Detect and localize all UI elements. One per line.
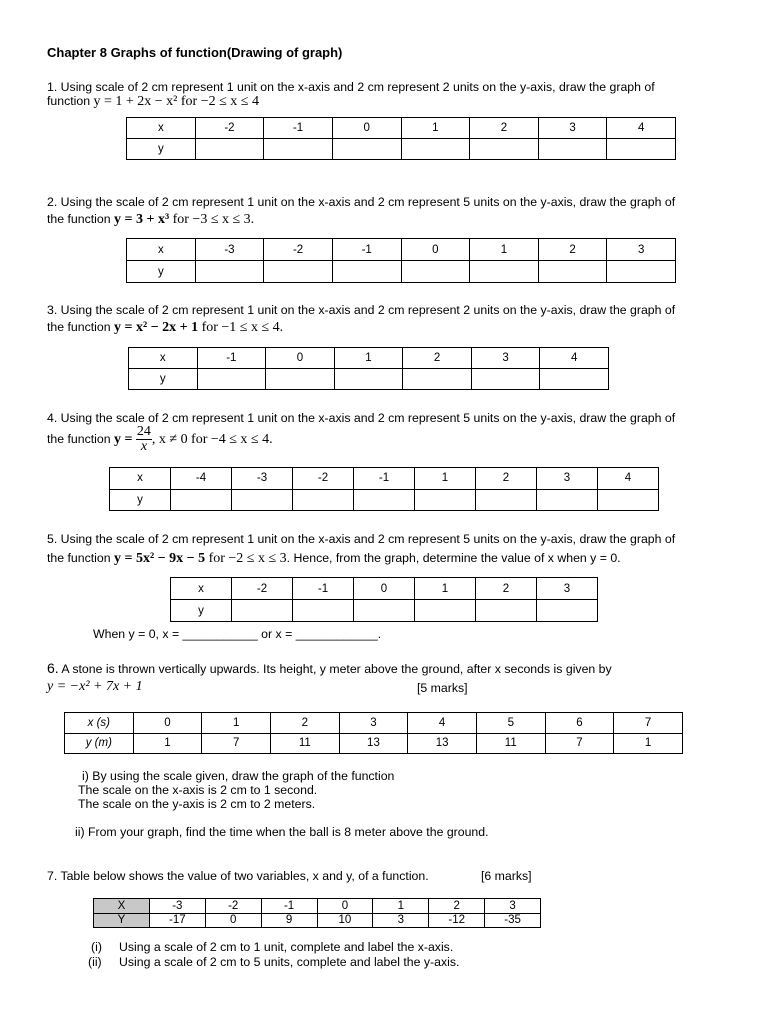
q3-equation: y = x² − 2x + 1 [114, 320, 199, 335]
q4-cell: 4 [598, 468, 659, 490]
q5-text-line2 [47, 551, 621, 567]
q6-cell: 13 [339, 733, 408, 754]
q3-cell: 4 [540, 348, 609, 369]
q7-cell: 3 [373, 913, 429, 928]
q1-cell: 3 [538, 118, 607, 139]
q5-prefix: the function [47, 551, 111, 565]
q7-cell: Y [94, 913, 150, 928]
q2-cell-blank [195, 261, 264, 283]
q3-cell-blank [197, 369, 266, 390]
q1-cell: y [127, 139, 196, 160]
q4-cell-blank [232, 489, 293, 511]
q4-cell-blank [415, 489, 476, 511]
q6-cell: 5 [476, 713, 545, 734]
q1-row-y [127, 139, 676, 160]
q7-cell: 0 [205, 913, 261, 928]
q5-table [170, 577, 598, 622]
q5-cell-blank [476, 600, 537, 622]
q6-cell: 7 [614, 713, 683, 734]
q6-cell: 4 [408, 713, 477, 734]
q4-text-line1: 4. Using the scale of 2 cm represent 1 unit on the x-axis and 2 cm represent 5 units on the y-axis, draw the graph of [47, 411, 676, 425]
q2-cell: 3 [607, 239, 676, 261]
q2-cell: -2 [264, 239, 333, 261]
q6-cell: 1 [202, 713, 271, 734]
q6-cell: 2 [270, 713, 339, 734]
q7-cell: -12 [429, 913, 485, 928]
q2-cell: 2 [538, 239, 607, 261]
q5-row-y [171, 600, 598, 622]
q3-range: for −1 ≤ x ≤ 4. [201, 320, 284, 335]
q4-fraction-denominator: x [140, 439, 148, 454]
q7-cell: -3 [149, 899, 205, 914]
q4-prefix: the function [47, 431, 111, 446]
q3-text-line2 [47, 320, 283, 336]
q2-cell-blank [538, 261, 607, 283]
q7-cell: -35 [485, 913, 541, 928]
q5-text-line1: 5. Using the scale of 2 cm represent 1 unit on the x-axis and 2 cm represent 5 units on the y-axis, draw the graph of [47, 532, 676, 546]
q7-text: 7. Table below shows the value of two variables, x and y, of a function. [47, 869, 429, 883]
q1-cell-blank [401, 139, 470, 160]
q4-cell-blank [293, 489, 354, 511]
q2-table [126, 238, 676, 283]
q2-cell: -1 [332, 239, 401, 261]
q6-text: A stone is thrown vertically upwards. Its height, y meter above the ground, after x seconds is given by [58, 662, 612, 676]
q7-cell: 2 [429, 899, 485, 914]
q7-cell: 3 [485, 899, 541, 914]
q6-row-y [65, 733, 683, 754]
q2-cell-blank [332, 261, 401, 283]
q6-cell: 7 [202, 733, 271, 754]
q7-cell: 10 [317, 913, 373, 928]
q1-cell: -2 [195, 118, 264, 139]
q3-cell-blank [540, 369, 609, 390]
q1-equation: y = 1 + 2x − x² for −2 ≤ x ≤ 4 [93, 94, 259, 109]
q1-cell: 4 [607, 118, 676, 139]
q7-row-x [94, 899, 541, 914]
q5-answer-line: When y = 0, x = ___________ or x = ____________. [93, 627, 382, 641]
q7-cell: 0 [317, 899, 373, 914]
q1-cell-blank [470, 139, 539, 160]
q3-table [128, 347, 609, 390]
q6-text-line1 [47, 660, 612, 676]
q4-cell: y [110, 489, 171, 511]
q2-cell: x [127, 239, 196, 261]
q3-row-x [129, 348, 609, 369]
q5-equation: y = 5x² − 9x − 5 [114, 551, 206, 566]
q4-fraction-numerator: 24 [136, 424, 151, 439]
q4-text-line2 [47, 425, 273, 454]
q6-part-ii: ii) From your graph, find the time when the ball is 8 meter above the ground. [75, 825, 489, 839]
q7-row-y [94, 913, 541, 928]
q7-cell: X [94, 899, 150, 914]
q5-cell: -1 [293, 578, 354, 600]
q6-cell: 11 [270, 733, 339, 754]
q6-cell: y (m) [65, 733, 134, 754]
q4-row-x [110, 468, 659, 490]
q4-cell: -4 [171, 468, 232, 490]
q1-cell: 1 [401, 118, 470, 139]
q2-cell: 0 [401, 239, 470, 261]
q3-cell: y [129, 369, 198, 390]
q4-cell-blank [537, 489, 598, 511]
q4-cell-blank [598, 489, 659, 511]
q5-cell: y [171, 600, 232, 622]
q7-cell: 9 [261, 913, 317, 928]
q2-text-line1: 2. Using the scale of 2 cm represent 1 unit on the x-axis and 2 cm represent 5 units on the y-axis, draw the graph of [47, 195, 676, 209]
q3-cell: x [129, 348, 198, 369]
q6-table [64, 712, 683, 754]
q6-cell: 11 [476, 733, 545, 754]
q3-prefix: the function [47, 320, 111, 334]
q2-cell-blank [470, 261, 539, 283]
q4-cell-blank [476, 489, 537, 511]
q7-part-ii-label: (ii) [88, 955, 102, 969]
q7-part-ii-text: Using a scale of 2 cm to 5 units, complete and label the y-axis. [119, 955, 460, 969]
q4-cell: -1 [354, 468, 415, 490]
q7-marks: [6 marks] [481, 869, 532, 883]
q6-cell: 0 [133, 713, 202, 734]
q1-cell: 2 [470, 118, 539, 139]
q4-cell: -2 [293, 468, 354, 490]
q6-marks: [5 marks] [417, 681, 468, 695]
q6-cell: 1 [133, 733, 202, 754]
q5-cell: 0 [354, 578, 415, 600]
q1-table [126, 117, 676, 160]
q4-cell: 3 [537, 468, 598, 490]
q1-cell-blank [332, 139, 401, 160]
q3-cell: 1 [334, 348, 403, 369]
q7-cell: 1 [373, 899, 429, 914]
q4-cell-blank [171, 489, 232, 511]
q4-range: for −4 ≤ x ≤ 4. [191, 431, 273, 447]
q6-row-x [65, 713, 683, 734]
q3-row-y [129, 369, 609, 390]
q5-cell-blank [537, 600, 598, 622]
q1-cell-blank [538, 139, 607, 160]
q7-table [93, 898, 541, 928]
q5-cell-blank [293, 600, 354, 622]
q5-cell: 1 [415, 578, 476, 600]
q4-cell: -3 [232, 468, 293, 490]
q5-range: for −2 ≤ x ≤ 3 [208, 551, 287, 566]
q2-cell: -3 [195, 239, 264, 261]
q4-equation-condition: , x ≠ 0 [151, 431, 188, 447]
q2-cell: 1 [470, 239, 539, 261]
q2-range: for −3 ≤ x ≤ 3. [172, 212, 255, 227]
q1-row-x [127, 118, 676, 139]
q1-cell: -1 [264, 118, 333, 139]
q6-part-i-line1: i) By using the scale given, draw the graph of the function [82, 769, 395, 783]
q2-row-x [127, 239, 676, 261]
q5-cell: x [171, 578, 232, 600]
q4-table [109, 467, 659, 511]
q4-row-y [110, 489, 659, 511]
q6-part-i-line3: The scale on the y-axis is 2 cm to 2 meters. [78, 797, 316, 811]
q2-equation: y = 3 + x³ [114, 212, 170, 227]
q6-number: 6. [47, 660, 59, 676]
q5-cell-blank [415, 600, 476, 622]
q6-cell: 7 [545, 733, 614, 754]
q7-cell: -1 [261, 899, 317, 914]
q6-cell: 6 [545, 713, 614, 734]
q6-cell: 3 [339, 713, 408, 734]
q5-cell-blank [232, 600, 293, 622]
q6-cell: x (s) [65, 713, 134, 734]
q2-prefix: the function [47, 212, 111, 226]
q1-cell: x [127, 118, 196, 139]
q1-prefix: function [47, 94, 91, 108]
q3-cell-blank [471, 369, 540, 390]
q4-cell: 2 [476, 468, 537, 490]
q1-cell-blank [264, 139, 333, 160]
q5-instruction: . Hence, from the graph, determine the value of x when y = 0. [286, 551, 621, 565]
q2-cell: y [127, 261, 196, 283]
q4-equation-lhs: y = [114, 431, 133, 447]
q6-equation: y = −x² + 7x + 1 [47, 679, 143, 694]
q3-cell-blank [403, 369, 472, 390]
q2-cell-blank [264, 261, 333, 283]
q3-cell: 2 [403, 348, 472, 369]
q6-cell: 13 [408, 733, 477, 754]
q3-cell-blank [266, 369, 335, 390]
q5-row-x [171, 578, 598, 600]
q2-cell-blank [401, 261, 470, 283]
q6-cell: 1 [614, 733, 683, 754]
q5-cell: -2 [232, 578, 293, 600]
q4-cell-blank [354, 489, 415, 511]
q7-cell: -2 [205, 899, 261, 914]
q7-part-i-label: (i) [91, 940, 102, 954]
q2-cell-blank [607, 261, 676, 283]
q1-text-line1: 1. Using scale of 2 cm represent 1 unit on the x-axis and 2 cm represent 2 units on the y-axis, draw the graph of [47, 80, 655, 94]
q3-cell: 3 [471, 348, 540, 369]
q3-cell: 0 [266, 348, 335, 369]
q7-cell: -17 [149, 913, 205, 928]
q3-cell: -1 [197, 348, 266, 369]
q5-cell: 3 [537, 578, 598, 600]
page-title: Chapter 8 Graphs of function(Drawing of graph) [47, 45, 343, 60]
q4-cell: 1 [415, 468, 476, 490]
q3-text-line1: 3. Using the scale of 2 cm represent 1 unit on the x-axis and 2 cm represent 2 units on the y-axis, draw the graph of [47, 303, 676, 317]
q4-cell: x [110, 468, 171, 490]
q1-text-line2 [47, 94, 259, 110]
q5-cell-blank [354, 600, 415, 622]
q2-row-y [127, 261, 676, 283]
q1-cell-blank [607, 139, 676, 160]
q1-cell-blank [195, 139, 264, 160]
q1-cell: 0 [332, 118, 401, 139]
q4-fraction [136, 425, 152, 454]
q7-part-i-text: Using a scale of 2 cm to 1 unit, complete and label the x-axis. [119, 940, 454, 954]
q6-part-i-line2: The scale on the x-axis is 2 cm to 1 second. [78, 783, 318, 797]
q2-text-line2 [47, 212, 254, 228]
q5-cell: 2 [476, 578, 537, 600]
q3-cell-blank [334, 369, 403, 390]
